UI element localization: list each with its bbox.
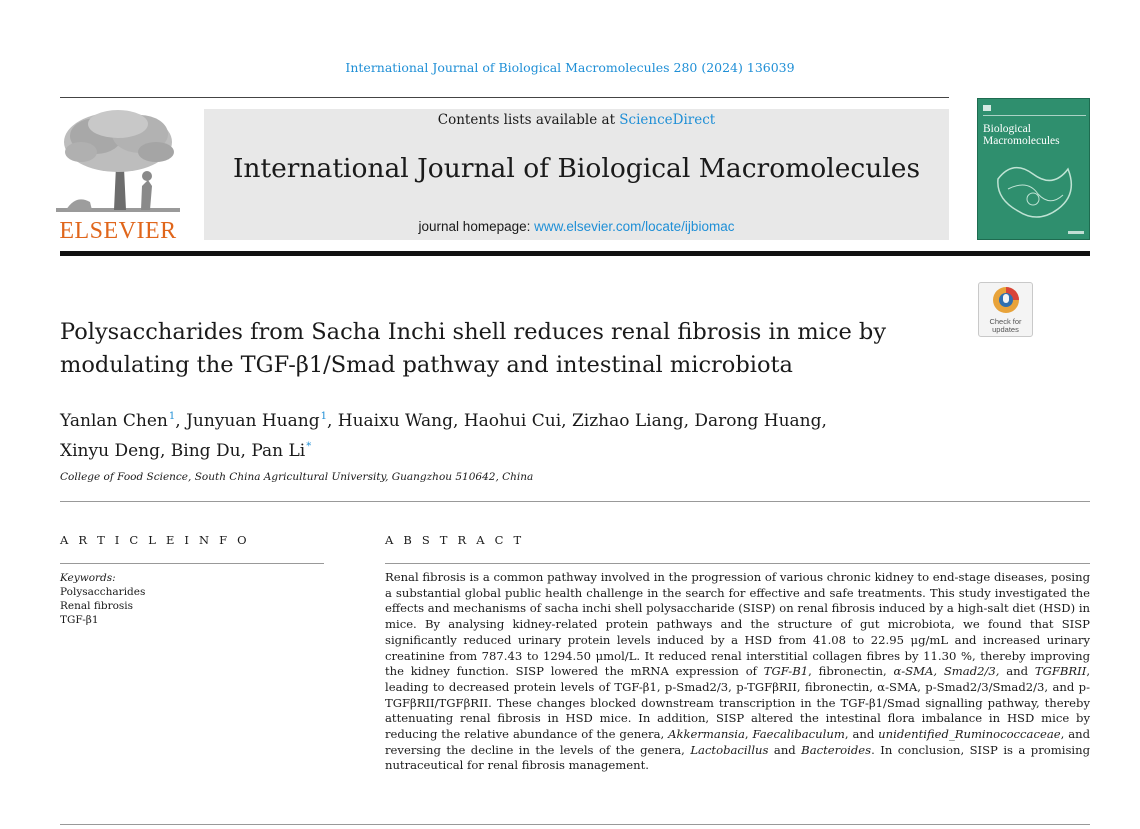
elsevier-logo bbox=[56, 106, 180, 244]
contents-prefix: Contents lists available at bbox=[437, 112, 620, 128]
author-name[interactable]: Junyuan Huang bbox=[186, 411, 320, 431]
keywords-block bbox=[60, 571, 145, 627]
journal-cover[interactable] bbox=[977, 98, 1090, 240]
keyword-item: Renal fibrosis bbox=[60, 600, 134, 612]
journal-citation[interactable]: International Journal of Biological Macromolecules 280 (2024) 136039 bbox=[345, 60, 795, 75]
journal-masthead bbox=[204, 109, 949, 240]
keyword-item: Polysaccharides bbox=[60, 586, 146, 598]
paper-title-line2: modulating the TGF-β1/Smad pathway and intestinal microbiota bbox=[60, 352, 793, 378]
check-for-updates-button[interactable] bbox=[978, 282, 1033, 337]
bottom-divider bbox=[60, 824, 1090, 825]
author-name[interactable]: Yanlan Chen bbox=[60, 411, 168, 431]
keyword-item: TGF-β1 bbox=[60, 614, 99, 626]
author-name[interactable]: Huaixu Wang bbox=[337, 411, 454, 431]
paper-title-line1: Polysaccharides from Sacha Inchi shell reduces renal fibrosis in mice by bbox=[60, 319, 887, 345]
homepage-prefix: journal homepage: bbox=[418, 219, 535, 234]
author-name[interactable]: Zizhao Liang bbox=[571, 411, 684, 431]
author-name[interactable]: Haohui Cui bbox=[463, 411, 562, 431]
author-list bbox=[60, 404, 960, 464]
journal-title: International Journal of Biological Macromolecules bbox=[232, 153, 921, 184]
section-divider bbox=[60, 501, 1090, 502]
elsevier-tree-icon bbox=[56, 106, 180, 214]
author-affiliation-mark[interactable]: 1 bbox=[320, 411, 327, 422]
keywords-label: Keywords: bbox=[60, 572, 116, 584]
affiliation: College of Food Science, South China Agricultural University, Guangzhou 510642, China bbox=[60, 471, 534, 483]
author-name[interactable]: Pan Li bbox=[251, 441, 306, 461]
check-updates-line1: Check for bbox=[989, 317, 1022, 326]
abstract-heading: A B S T R A C T bbox=[385, 533, 525, 547]
paper-title bbox=[60, 316, 960, 382]
cover-artwork-icon bbox=[978, 99, 1090, 240]
abstract-paragraph: Renal fibrosis is a common pathway involved in the progression of various chronic kidney to end-stage diseases, posing a substantial global public health challenge in the search for effective and safe treatments. This study investigated the effects and mechanisms of sacha inchi shell polysaccharide (SISP) on renal fibrosis induced by a high-salt diet (HSD) in mice. By analysing kidney-related protein pathways and the structure of gut microbiota, we found that SISP significantly reduced urinary protein levels induced by a HSD from 41.08 to 22.95 μg/mL and increased urinary creatinine from 787.43 to 1294.50 μmol/L. It reduced renal interstitial collagen fibres by 11.30 %, thereby improving the kidney function. SISP lowered the mRNA expression of TGF-Β1, fibronectin, α-SMA, Smad2/3, and TGFBRII, leading to decreased protein levels of TGF-β1, p-Smad2/3, p-TGFβRII, fibronectin, α-SMA, p-Smad2/3/Smad2/3, and p-TGFβRII/TGFβRII. These changes blocked downstream transcription in the TGF-β1/Smad signalling pathway, thereby attenuating renal fibrosis in HSD mice. In addition, SISP altered the intestinal flora imbalance in HSD mice by reducing the relative abundance of the genera, Akkermansia, Faecalibaculum, and unidentified_Ruminococcaceae, and reversing the decline in the levels of the genera, Lactobacillus and Bacteroides. In conclusion, SISP is a promising nutraceutical for renal fibrosis management. bbox=[385, 570, 1091, 773]
check-updates-icon bbox=[992, 286, 1020, 316]
check-updates-line2: updates bbox=[992, 325, 1019, 334]
sciencedirect-link[interactable]: ScienceDirect bbox=[619, 112, 716, 128]
homepage-link[interactable]: www.elsevier.com/locate/ijbiomac bbox=[534, 219, 735, 234]
author-line-1: Yanlan Chen$^1$, Junyuan Huang$^1$, Huaixu Wang, Haohui Cui, Zizhao Liang, Darong Huang, bbox=[60, 411, 827, 431]
article-info-rule bbox=[60, 563, 324, 564]
author-name[interactable]: Bing Du bbox=[170, 441, 241, 461]
cover-title bbox=[983, 123, 1060, 147]
top-divider bbox=[60, 97, 949, 98]
elsevier-wordmark: ELSEVIER bbox=[59, 218, 177, 244]
author-line-2: Xinyu Deng, Bing Du, Pan Li* bbox=[60, 441, 312, 461]
cover-title-line1: Biological bbox=[983, 123, 1031, 135]
abstract-rule bbox=[385, 563, 1090, 564]
check-updates-label bbox=[979, 318, 1032, 334]
author-affiliation-mark[interactable]: 1 bbox=[168, 411, 176, 422]
author-name[interactable]: Xinyu Deng bbox=[60, 441, 160, 461]
contents-line bbox=[204, 112, 949, 128]
article-info-heading: A R T I C L E I N F O bbox=[60, 533, 250, 547]
abstract-body bbox=[385, 570, 1090, 774]
header-divider bbox=[60, 251, 1090, 256]
author-name[interactable]: Darong Huang bbox=[694, 411, 822, 431]
cover-title-line2: Macromolecules bbox=[983, 135, 1060, 147]
corresponding-author-mark[interactable]: * bbox=[306, 441, 312, 452]
homepage-line bbox=[204, 219, 949, 234]
